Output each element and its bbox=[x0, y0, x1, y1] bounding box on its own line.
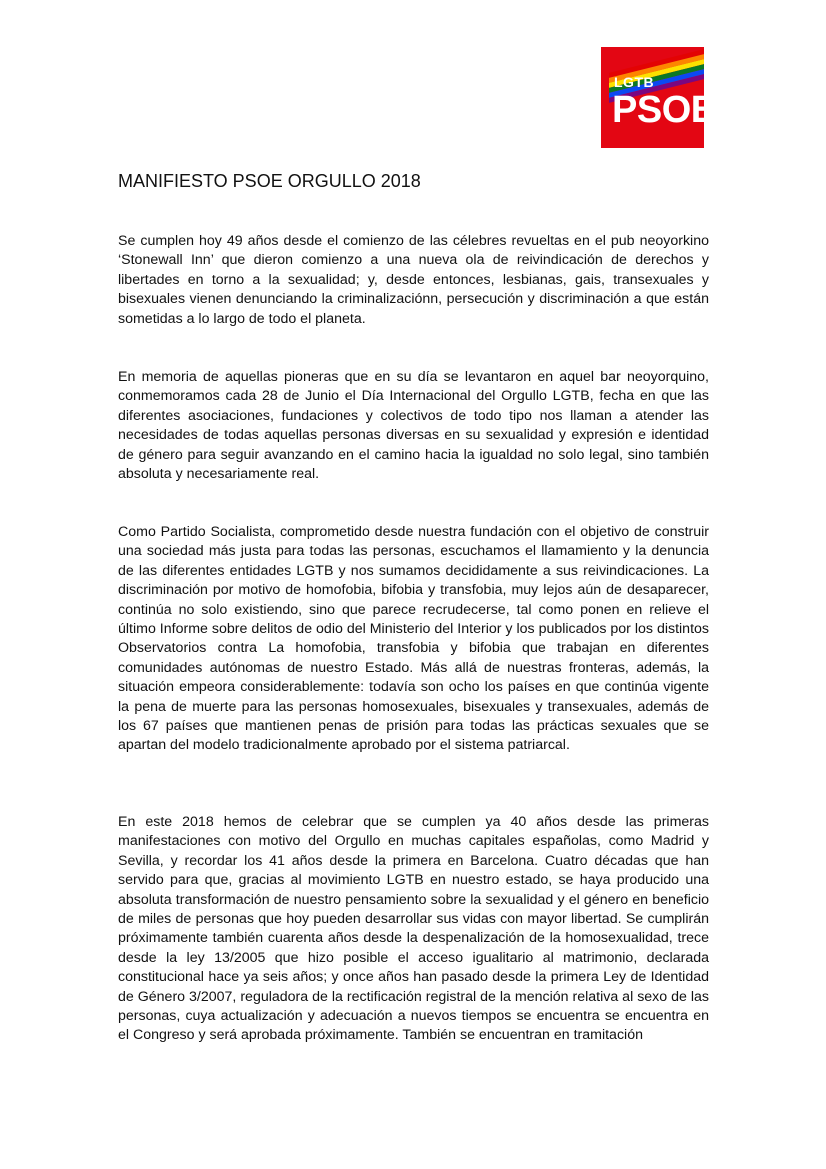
paragraph-1: Se cumplen hoy 49 años desde el comienzo de las célebres revueltas en el pub neoyorkino ‘Stonewall Inn’ que dieron comienzo a una nueva ola de reivindicación de derechos y libertades en torno a la sexualidad; y, desde entonces, lesbianas, gais, transexuales y bisexuales vienen denunciando la criminalizaciónn, persecución y discriminación a que están sometidas a lo largo de todo el planeta. bbox=[118, 233, 709, 327]
paragraph-2: En memoria de aquellas pioneras que en su día se levantaron en aquel bar neoyorquino, conmemoramos cada 28 de Junio el Día Internacional del Orgullo LGTB, fecha en que las diferentes asociaciones, fundaciones y colectivos de todo tipo nos llaman a atender las necesidades de todas aquellas personas diversas en su sexualidad y expresión e identidad de género para seguir avanzando en el camino hacia la igualdad no solo legal, sino también absoluta y necesariamente real. bbox=[118, 369, 709, 483]
paragraph-4: En este 2018 hemos de celebrar que se cumplen ya 40 años desde las primeras manifestaciones con motivo del Orgullo en muchas capitales españolas, como Madrid y Sevilla, y recordar los 41 años desde la primera en Barcelona. Cuatro décadas que han servido para que, gracias al movimiento LGTB en nuestro estado, se haya producido una absoluta transformación de nuestro pensamiento sobre la sexualidad y el género en beneficio de miles de personas que hoy pueden desarrollar sus vidas con mayor libertad. Se cumplirán próximamente también cuarenta años desde la despenalización de la homosexualidad, trece desde la ley 13/2005 que hizo posible el acceso igualitario al matrimonio, declarada constitucional hace ya seis años; y once años han pasado desde la primera Ley de Identidad de Género 3/2007, reguladora de la rectificación registral de la mención relativa al sexo de las personas, cuya actualización y adecuación a nuevos tiempos se encuentra se encuentra en el Congreso y será aprobada próximamente. También se encuentran en tramitación bbox=[118, 814, 709, 1044]
document-title: MANIFIESTO PSOE ORGULLO 2018 bbox=[118, 171, 421, 191]
paragraph-3: Como Partido Socialista, comprometido desde nuestra fundación con el objetivo de construir una sociedad más justa para todas las personas, escuchamos el llamamiento y la denuncia de las diferentes entidades LGTB y nos sumamos decididamente a sus reivindicaciones. La discriminación por motivo de homofobia, bifobia y transfobia, muy lejos aún de desaparecer, continúa no solo existiendo, sino que parece recrudecerse, tal como ponen en relieve el último Informe sobre delitos de odio del Ministerio del Interior y los publicados por los distintos Observatorios contra La homofobia, transfobia y bifobia que trabajan en diferentes comunidades autónomas de nuestro Estado. Más allá de nuestras fronteras, además, la situación empeora considerablemente: todavía son ocho los países en que continúa vigente la pena de muerte para las personas homosexuales, bisexuales y transexuales, además de los 67 países que mantienen penas de prisión para todas las prácticas sexuales que se apartan del modelo tradicionalmente aprobado por el sistema patriarcal. bbox=[118, 524, 709, 754]
logo-lgtb-text: LGTB bbox=[614, 74, 655, 90]
logo-psoe-text: PSOE bbox=[612, 89, 716, 131]
psoe-lgtb-logo bbox=[601, 47, 716, 148]
